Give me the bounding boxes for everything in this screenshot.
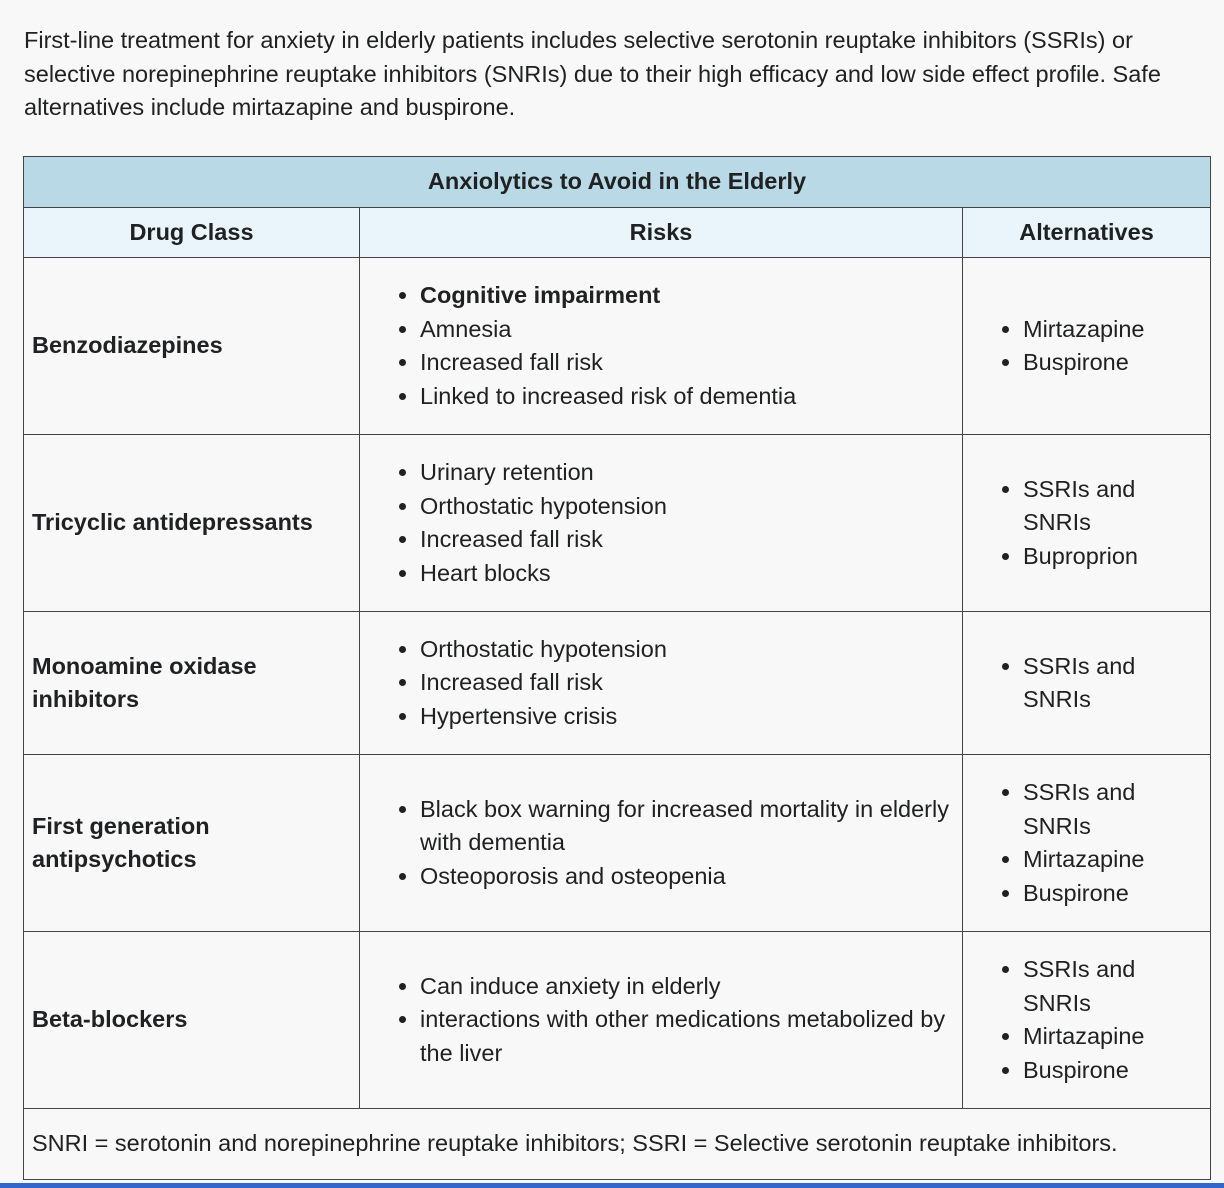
alternatives-list bbox=[971, 650, 1202, 717]
list-item: • Amnesia bbox=[420, 313, 954, 347]
list-item: • Hypertensive crisis bbox=[420, 700, 954, 734]
risks-cell bbox=[360, 755, 963, 932]
header-risks: Risks bbox=[360, 208, 963, 258]
alternatives-cell bbox=[963, 435, 1211, 612]
list-item: • Mirtazapine bbox=[1023, 1020, 1202, 1054]
anxiolytics-table bbox=[23, 156, 1211, 1180]
risks-list bbox=[368, 633, 954, 734]
header-drug-class: Drug Class bbox=[24, 208, 360, 258]
list-item: • SSRIs and SNRIs bbox=[1023, 473, 1202, 540]
alternatives-cell bbox=[963, 932, 1211, 1109]
risks-list bbox=[368, 279, 954, 413]
list-item: • Osteoporosis and osteopenia bbox=[420, 860, 954, 894]
table-caption-row bbox=[24, 157, 1211, 208]
risks-cell bbox=[360, 435, 963, 612]
list-item: • Buspirone bbox=[1023, 1054, 1202, 1088]
list-item: • Heart blocks bbox=[420, 557, 954, 591]
risks-list bbox=[368, 456, 954, 590]
table-row bbox=[24, 755, 1211, 932]
list-item: • Mirtazapine bbox=[1023, 843, 1202, 877]
list-item: • Black box warning for increased mortality in elderly with dementia bbox=[420, 793, 954, 860]
table-footnote: SNRI = serotonin and norepinephrine reuptake inhibitors; SSRI = Selective serotonin reuptake inhibitors. bbox=[24, 1109, 1211, 1180]
drug-class-cell: Benzodiazepines bbox=[24, 258, 360, 435]
list-item: • Can induce anxiety in elderly bbox=[420, 970, 954, 1004]
list-item: • Linked to increased risk of dementia bbox=[420, 380, 954, 414]
table-row bbox=[24, 612, 1211, 755]
list-item: • Orthostatic hypotension bbox=[420, 633, 954, 667]
alternatives-list bbox=[971, 953, 1202, 1087]
risks-list bbox=[368, 970, 954, 1071]
risks-list bbox=[368, 793, 954, 894]
drug-class-cell: Beta-blockers bbox=[24, 932, 360, 1109]
drug-class-cell: First generation antipsychotics bbox=[24, 755, 360, 932]
alternatives-list bbox=[971, 776, 1202, 910]
table-caption: Anxiolytics to Avoid in the Elderly bbox=[24, 157, 1211, 208]
risks-cell bbox=[360, 612, 963, 755]
list-item: • SSRIs and SNRIs bbox=[1023, 776, 1202, 843]
table-row bbox=[24, 932, 1211, 1109]
list-item: • Urinary retention bbox=[420, 456, 954, 490]
table-footnote-row bbox=[24, 1109, 1211, 1180]
alternatives-list bbox=[971, 313, 1202, 380]
table-row bbox=[24, 258, 1211, 435]
drug-class-cell: Monoamine oxidase inhibitors bbox=[24, 612, 360, 755]
list-item: • SSRIs and SNRIs bbox=[1023, 953, 1202, 1020]
risks-cell bbox=[360, 258, 963, 435]
header-alternatives: Alternatives bbox=[963, 208, 1211, 258]
list-item: • Increased fall risk bbox=[420, 523, 954, 557]
table-header-row bbox=[24, 208, 1211, 258]
alternatives-cell bbox=[963, 258, 1211, 435]
list-item: • Buspirone bbox=[1023, 877, 1202, 911]
list-item: • interactions with other medications metabolized by the liver bbox=[420, 1003, 954, 1070]
list-item: • Orthostatic hypotension bbox=[420, 490, 954, 524]
alternatives-cell bbox=[963, 612, 1211, 755]
list-item: • Increased fall risk bbox=[420, 346, 954, 380]
list-item: • Buspirone bbox=[1023, 346, 1202, 380]
list-item: • Increased fall risk bbox=[420, 666, 954, 700]
drug-class-cell: Tricyclic antidepressants bbox=[24, 435, 360, 612]
alternatives-list bbox=[971, 473, 1202, 574]
alternatives-cell bbox=[963, 755, 1211, 932]
intro-paragraph: First-line treatment for anxiety in elderly patients includes selective serotonin reuptake inhibitors (SSRIs) or selective norepinephrine reuptake inhibitors (SNRIs) due to their high efficacy and low side effect profile. Safe alternatives include mirtazapine and buspirone. bbox=[24, 27, 1161, 120]
list-item: • Cognitive impairment bbox=[420, 279, 954, 313]
risks-cell bbox=[360, 932, 963, 1109]
list-item: • Mirtazapine bbox=[1023, 313, 1202, 347]
list-item: • SSRIs and SNRIs bbox=[1023, 650, 1202, 717]
table-row bbox=[24, 435, 1211, 612]
list-item: • Buproprion bbox=[1023, 540, 1202, 574]
bottom-divider bbox=[0, 1183, 1224, 1188]
